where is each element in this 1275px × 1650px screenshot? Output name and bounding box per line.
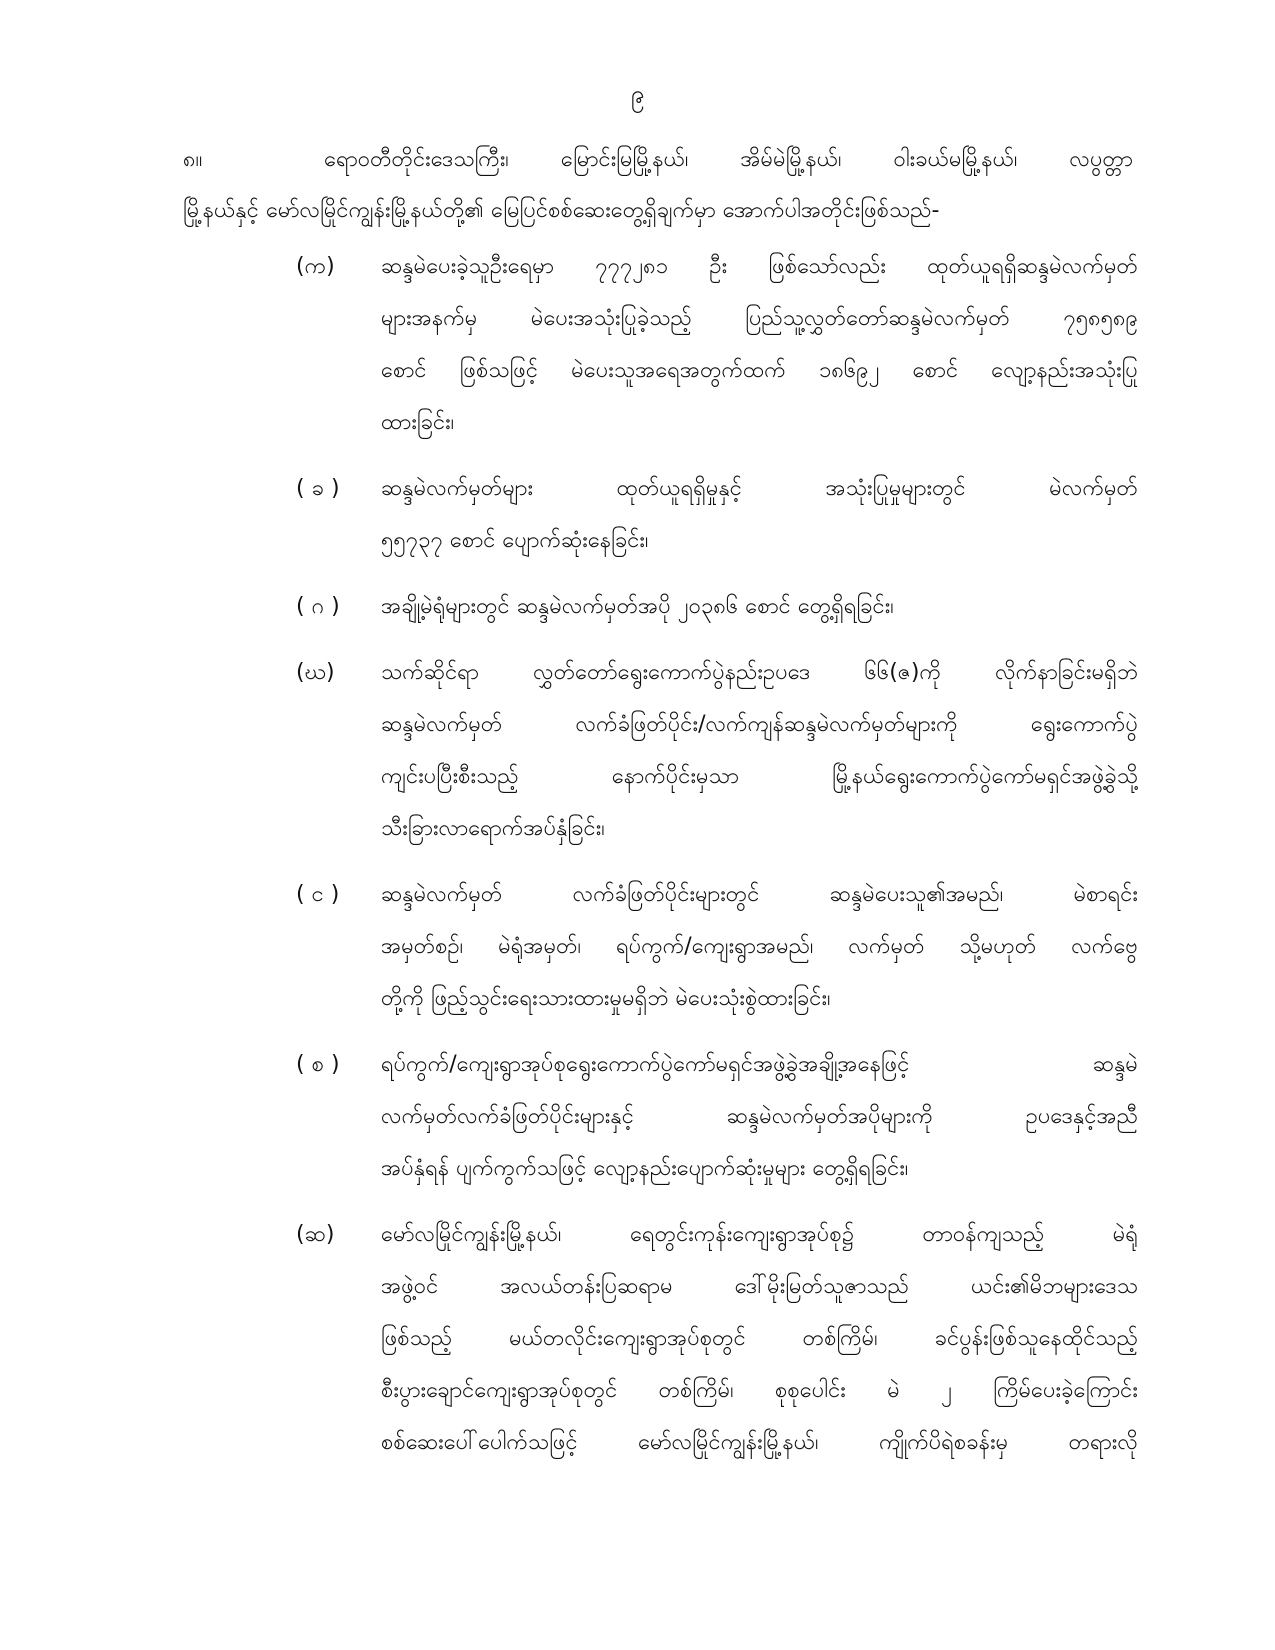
list-item [296, 241, 1138, 449]
item-word: မဲလက်မှတ် [1049, 476, 1138, 501]
intro-word: ဝါးခယ်မမြို့နယ်၊ [893, 147, 1018, 172]
item-body [381, 463, 1138, 567]
item-word: ၆၆(ဇ)ကို [864, 660, 941, 685]
item-word: ကျင်းပပြီးစီးသည့် [381, 764, 519, 789]
item-word: တစ်ကြိမ်၊ [802, 1326, 878, 1351]
item-body [381, 869, 1138, 1025]
item-label: ( စ ) [296, 1052, 340, 1077]
item-word: မော်လမြိုင်ကျွန်းမြို့နယ်၊ [381, 1222, 562, 1247]
item-label: (က) [296, 254, 335, 279]
item-word: စုစုပေါင်း [775, 1378, 846, 1403]
item-line [381, 751, 1138, 803]
item-word: ၇၅၈၅၈၉ [1063, 306, 1138, 331]
item-line [381, 973, 1138, 1025]
item-word: အဖွဲ့ဝင် [381, 1274, 439, 1299]
item-word: ရပ်ကွက်/ကျေးရွာအမည်၊ [616, 934, 814, 959]
intro-word: မြောင်းမြမြို့နယ်၊ [560, 147, 689, 172]
item-list [296, 241, 1138, 1483]
intro-word: အိမ်မဲမြို့နယ်၊ [740, 147, 842, 172]
item-line [381, 699, 1138, 751]
item-word: ပြည်သူ့လွှတ်တော်ဆန္ဒမဲလက်မှတ် [745, 306, 1010, 331]
list-item [296, 1039, 1138, 1195]
item-word: ဆန္ဒမဲလက်မှတ် [381, 882, 503, 907]
item-word: ရပ်ကွက်/ကျေးရွာအုပ်စုရွေးကောက်ပွဲကော်မရှင်အဖွဲ့ခွဲအချို့အနေဖြင့် [381, 1052, 910, 1077]
item-word: တရားလို [1068, 1430, 1138, 1455]
item-word: ရေတွင်းကုန်းကျေးရွာအုပ်စု၌ [630, 1222, 854, 1247]
item-line [381, 1313, 1138, 1365]
item-word: စောင် [912, 358, 959, 383]
item-word: လွှတ်တော်ရွေးကောက်ပွဲနည်းဥပဒေ [533, 660, 811, 685]
item-label: ( င ) [296, 882, 340, 907]
item-body [381, 581, 1138, 633]
item-word: ဆန္ဒမဲလက်မှတ်များ [381, 476, 534, 501]
item-word: မဲ [887, 1378, 900, 1403]
item-word: လက်မှတ်လက်ခံဖြတ်ပိုင်းများနှင့် [381, 1104, 634, 1129]
item-word: ထားခြင်း၊ [381, 410, 455, 435]
intro-line-2: မြို့နယ်နှင့် မော်လမြိုင်ကျွန်းမြို့နယ်တို့၏ မြေပြင်စစ်ဆေးတွေ့ရှိချက်မှာ အောက်ပါအတိုင်းဖြစ်သည်- [183, 198, 940, 223]
item-word: ၂ [941, 1378, 952, 1403]
item-word: စီးပွားချောင်ကျေးရွာအုပ်စုတွင် [381, 1378, 618, 1403]
item-line [381, 581, 1138, 633]
list-item [296, 1209, 1138, 1469]
item-line [381, 1209, 1138, 1261]
item-word: ကြိမ်ပေးခဲ့ကြောင်း [993, 1378, 1138, 1403]
intro-paragraph [183, 134, 1133, 236]
intro-line-1 [183, 134, 1133, 185]
item-word: ကျိုက်ပိရဲစခန်းမှ [879, 1430, 1009, 1455]
item-word: ဥပဒေနှင့်အညီ [1025, 1104, 1138, 1129]
item-label: ( ဂ ) [296, 594, 340, 619]
item-line [381, 463, 1138, 515]
item-word: လက်ခံဖြတ်ပိုင်းများတွင် [572, 882, 760, 907]
page-number: ၉ [630, 80, 645, 108]
item-line [381, 397, 1138, 449]
item-line [381, 1417, 1138, 1469]
item-line [381, 241, 1138, 293]
item-label: (ဃ) [296, 660, 335, 685]
item-word: ဆန္ဒမဲ [1092, 1052, 1138, 1077]
item-word: ဖြစ်သည့် [381, 1326, 453, 1351]
item-body [381, 1209, 1138, 1469]
item-word: ဆန္ဒမဲပေးသူ၏အမည်၊ [829, 882, 1004, 907]
item-word: သို့မဟုတ် [959, 934, 1037, 959]
item-word: သက်ဆိုင်ရာ [381, 660, 479, 685]
item-body [381, 647, 1138, 855]
item-word: ရွေးကောက်ပွဲ [1030, 712, 1138, 737]
item-word: လက်ခံဖြတ်ပိုင်း/လက်ကျန်ဆန္ဒမဲလက်မှတ်များကို [575, 712, 958, 737]
item-word: ၇၇၇၂၈၁ [595, 254, 669, 279]
item-word: လိုက်နာခြင်းမရှိဘဲ [995, 660, 1138, 685]
item-line [381, 1365, 1138, 1417]
item-word: အချို့မဲရုံများတွင် ဆန္ဒမဲလက်မှတ်အပို ၂၀၃၈၆ စောင် တွေ့ရှိရခြင်း၊ [381, 594, 894, 619]
item-word: ဖြစ်သဖြင့် [459, 358, 539, 383]
item-word: တာဝန်ကျသည့် [922, 1222, 1045, 1247]
intro-word: လပွတ္တာ [1069, 147, 1133, 172]
item-word: ၅၅၇၃၇ စောင် ပျောက်ဆုံးနေခြင်း၊ [381, 528, 649, 553]
item-line [381, 1143, 1138, 1195]
item-word: မဲစာရင်း [1073, 882, 1138, 907]
item-word: များအနက်မှ [381, 306, 478, 331]
list-item [296, 581, 1138, 633]
item-word: အမှတ်စဉ်၊ [381, 934, 464, 959]
item-word: မြို့နယ်ရွေးကောက်ပွဲကော်မရှင်အဖွဲ့ခွဲသို့ [832, 764, 1138, 789]
item-word: ဆန္ဒမဲလက်မှတ်အပိုများကို [726, 1104, 933, 1129]
list-item [296, 647, 1138, 855]
paragraph-number: ၈။ [183, 147, 203, 172]
item-word: ခင်ပွန်းဖြစ်သူနေထိုင်သည့် [934, 1326, 1138, 1351]
item-line [381, 1039, 1138, 1091]
item-word: ယင်း၏မိဘများဒေသ [970, 1274, 1138, 1299]
item-word: ထုတ်ယူရရှိဆန္ဒမဲလက်မှတ် [927, 254, 1138, 279]
item-word: စစ်ဆေးပေါ်ပေါက်သဖြင့် [381, 1430, 578, 1455]
item-word: ၁၈၆၉၂ [818, 358, 880, 383]
item-word: မော်လမြိုင်ကျွန်းမြို့နယ်၊ [638, 1430, 819, 1455]
item-word: ဖြစ်သော်လည်း [768, 254, 886, 279]
item-word: ဦး [709, 254, 728, 279]
item-line [381, 869, 1138, 921]
item-word: မဲပေးသူအရေအတွက်ထက် [571, 358, 786, 383]
item-line [381, 803, 1138, 855]
item-label: ( ခ ) [296, 476, 340, 501]
list-item [296, 463, 1138, 567]
item-word: ဆန္ဒမဲလက်မှတ် [381, 712, 503, 737]
item-word: မဲရုံ [1112, 1222, 1138, 1247]
item-word: စောင် [381, 358, 427, 383]
item-word: အပ်နှံရန် ပျက်ကွက်သဖြင့် လျော့နည်းပျောက်ဆုံးမှုများ တွေ့ရှိရခြင်း၊ [381, 1156, 909, 1181]
item-word: ဆန္ဒမဲပေးခဲ့သူဦးရေမှာ [381, 254, 554, 279]
item-line [381, 293, 1138, 345]
item-word: တို့ကို ဖြည့်သွင်းရေးသားထားမှုမရှိဘဲ မဲပေးသုံးစွဲထားခြင်း၊ [381, 986, 831, 1011]
item-word: တစ်ကြိမ်၊ [658, 1378, 734, 1403]
item-line [381, 1091, 1138, 1143]
item-body [381, 1039, 1138, 1195]
item-word: သီးခြားလာရောက်အပ်နှံခြင်း၊ [381, 816, 605, 841]
item-line [381, 345, 1138, 397]
item-body [381, 241, 1138, 449]
item-word: အသုံးပြုမှုများတွင် [825, 476, 966, 501]
item-word: အလယ်တန်းပြဆရာမ [500, 1274, 673, 1299]
item-line [381, 647, 1138, 699]
item-word: မယ်တလိုင်းကျေးရွာအုပ်စုတွင် [509, 1326, 746, 1351]
item-word: ဒေါ်မိုးမြတ်သူဇာသည် [734, 1274, 909, 1299]
item-word: နောက်ပိုင်းမှသာ [611, 764, 739, 789]
item-word: လက်ဗွေ [1071, 934, 1138, 959]
item-word: လက်မှတ် [848, 934, 925, 959]
item-line [381, 921, 1138, 973]
item-word: ထုတ်ယူရရှိမှုနှင့် [616, 476, 743, 501]
intro-word: ရောဝတီတိုင်းဒေသကြီး၊ [324, 147, 509, 172]
list-item [296, 869, 1138, 1025]
item-word: လျော့နည်းအသုံးပြု [991, 358, 1138, 383]
item-line [381, 1261, 1138, 1313]
item-line [381, 515, 1138, 567]
item-word: မဲပေးအသုံးပြုခဲ့သည့် [530, 306, 692, 331]
item-word: မဲရုံအမှတ်၊ [498, 934, 582, 959]
item-label: (ဆ) [296, 1222, 335, 1247]
